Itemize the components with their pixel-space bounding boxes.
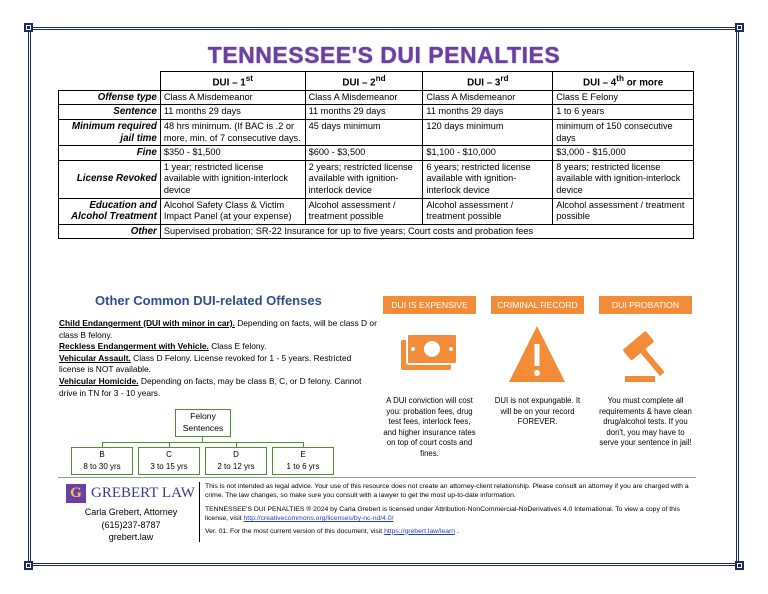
card-text: A DUI conviction will cost you: probation fees, drug test fees, interlock fees, and higher insurance rates on top of court costs and fines. (383, 396, 476, 458)
table-cell: $1,100 - $10,000 (423, 146, 553, 161)
table-row (59, 120, 694, 146)
row-label: Education and Alcohol Treatment (59, 198, 161, 224)
table-cell: Class A Misdemeanor (423, 90, 553, 105)
table-header-row (59, 72, 694, 91)
table-cell: minimum of 150 consecutive days (553, 120, 694, 146)
card-text: DUI is not expungable. It will be on your record FOREVER. (494, 396, 581, 427)
header-dui-1: DUI – 1st (160, 72, 305, 91)
table-cell: Class A Misdemeanor (305, 90, 423, 105)
header-dui-3: DUI – 3rd (423, 72, 553, 91)
row-label: Other (59, 224, 161, 239)
table-cell: 8 years; restricted license available with ignition-interlock device (553, 160, 694, 198)
table-cell: 11 months 29 days (423, 105, 553, 120)
table-cell: 2 years; restricted license available with ignition-interlock device (305, 160, 423, 198)
firm-name: GREBERT LAW (91, 484, 195, 501)
disclaimer-text: This is not intended as legal advice. Your use of this resource does not create an attorney-client relationship. Please consult an attorney if you are charged with a crime. The law changes, so make sure you consult with a lawyer to get the most up-to-date information. (205, 483, 689, 500)
website[interactable]: grebert.law (108, 532, 154, 542)
card-dui-expensive (383, 296, 476, 476)
table-cell: Supervised probation; SR-22 Insurance for up to five years; Court costs and probation fees (160, 224, 693, 239)
attorney-name: Carla Grebert, Attorney (84, 507, 178, 517)
phone-number: (615)237-8787 (101, 519, 161, 530)
table-cell: $600 - $3,500 (305, 146, 423, 161)
table-cell: Alcohol Safety Class & Victim Impact Panel (at your expense) (160, 198, 305, 224)
table-cell: 48 hrs minimum. (If BAC is .2 or more, min. of 7 consecutive days. (160, 120, 305, 146)
table-cell: 45 days minimum (305, 120, 423, 146)
disclaimer-block (205, 482, 695, 536)
table-row (59, 160, 694, 198)
felony-class-c: C 3 to 15 yrs (138, 447, 200, 475)
table-cell: 1 to 6 years (553, 105, 694, 120)
row-label: Minimum required jail time (59, 120, 161, 146)
offense-list (59, 318, 379, 399)
table-row (59, 90, 694, 105)
card-header: DUI PROBATION (599, 296, 692, 314)
card-header: CRIMINAL RECORD (491, 296, 584, 314)
corner-ornament (735, 561, 744, 570)
table-cell: Class A Misdemeanor (160, 90, 305, 105)
penalties-table (58, 71, 694, 239)
table-cell: Alcohol assessment / treatment possible (423, 198, 553, 224)
felony-class-d: D 2 to 12 yrs (205, 447, 267, 475)
table-row (59, 146, 694, 161)
offense-assault: Vehicular Assault. Class D Felony. License revoked for 1 - 5 years. Restricted license is NOT available. (59, 352, 352, 375)
learn-link[interactable]: https://grebert.law/learn (384, 527, 456, 535)
header-dui-4: DUI – 4th or more (553, 72, 694, 91)
offense-child: Child Endangerment (DUI with minor in car). Depending on facts, will be class D or class B felony. (59, 318, 377, 340)
corner-ornament (24, 23, 33, 32)
felony-class-b: B 8 to 30 yrs (71, 447, 133, 475)
card-criminal-record (491, 296, 584, 476)
firm-logo (66, 484, 196, 503)
card-header: DUI IS EXPENSIVE (383, 296, 476, 314)
money-icon (383, 314, 476, 396)
warning-icon (491, 314, 584, 396)
page-title: TENNESSEE'S DUI PENALTIES (207, 42, 561, 68)
row-label: Offense type (59, 90, 161, 105)
offense-reckless: Reckless Endangerment with Vehicle. Class E felony. (59, 341, 267, 352)
table-cell: $3,000 - $15,000 (553, 146, 694, 161)
felony-root-box: Felony Sentences (175, 409, 231, 437)
table-cell: Alcohol assessment / treatment possible (553, 198, 694, 224)
footer-divider (58, 477, 696, 478)
table-row (59, 105, 694, 120)
card-dui-probation (599, 296, 692, 476)
table-row (59, 198, 694, 224)
table-cell: Alcohol assessment / treatment possible (305, 198, 423, 224)
table-cell: $350 - $1,500 (160, 146, 305, 161)
version-text: Ver. 01. For the most current version of this document, visit https://grebert.law/learn . (205, 527, 459, 535)
table-corner-cell (59, 72, 161, 91)
license-text: TENNESSEE'S DUI PENALTIES ® 2024 by Carla Grebert is licensed under Attribution-NonCommercial-NoDerivatives 4.0 International. To view a copy of this license, visit http://creativecommons.org/licenses/by-nc-nd/4.0/ (205, 505, 680, 523)
table-cell: 11 months 29 days (305, 105, 423, 120)
contact-block (56, 506, 206, 544)
corner-ornament (735, 23, 744, 32)
felony-class-e: E 1 to 6 yrs (272, 447, 334, 475)
section-heading: Other Common DUI-related Offenses (95, 293, 322, 308)
table-cell: Class E Felony (553, 90, 694, 105)
card-text: You must complete all requirements & have clean drug/alcohol tests. If you don't, you may have to serve your sentence in jail! (599, 396, 692, 448)
logo-mark: G (66, 484, 86, 503)
license-link[interactable]: http://creativecommons.org/licenses/by-nc-nd/4.0/ (243, 515, 394, 523)
footer-vertical-divider (199, 482, 200, 542)
offense-homicide: Vehicular Homicide. Depending on facts, may be class B, C, or D felony. Cannot drive in TN for 3 - 10 years. (59, 375, 362, 398)
row-label: Fine (59, 146, 161, 161)
table-cell: 1 year; restricted license available with ignition-interlock device (160, 160, 305, 198)
table-row (59, 224, 694, 239)
row-label: License Revoked (59, 160, 161, 198)
table-cell: 11 months 29 days (160, 105, 305, 120)
gavel-icon (599, 314, 692, 396)
corner-ornament (24, 561, 33, 570)
table-cell: 6 years; restricted license available with ignition-interlock device (423, 160, 553, 198)
row-label: Sentence (59, 105, 161, 120)
table-cell: 120 days minimum (423, 120, 553, 146)
header-dui-2: DUI – 2nd (305, 72, 423, 91)
